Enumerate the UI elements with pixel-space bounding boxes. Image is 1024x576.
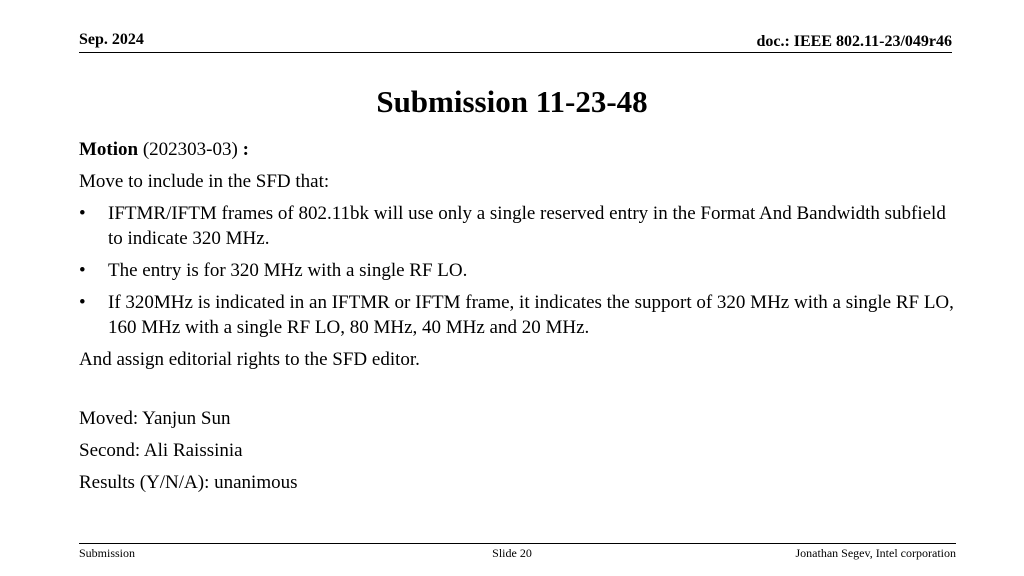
- list-item: [79, 290, 959, 340]
- vote-results: Results (Y/N/A): unanimous: [79, 472, 298, 493]
- header-divider: [79, 52, 952, 53]
- footer-divider: [79, 543, 956, 544]
- motion-label: Motion: [79, 139, 139, 160]
- motion-heading: [79, 137, 959, 162]
- bullet-icon: •: [79, 203, 86, 224]
- slide-content: [79, 137, 959, 502]
- motion-colon: :: [242, 139, 249, 160]
- list-item: [79, 258, 959, 283]
- motion-closing: And assign editorial rights to the SFD editor.: [79, 349, 420, 370]
- seconded-by: Second: Ali Raissinia: [79, 440, 243, 461]
- footer-slide-number: Slide 20: [492, 546, 532, 560]
- slide-title: Submission 11-23-48: [376, 84, 648, 119]
- motion-bullet-list: [79, 201, 959, 340]
- footer-author: Jonathan Segev, Intel corporation: [795, 546, 956, 560]
- header-doc-id: doc.: IEEE 802.11-23/049r46: [756, 33, 952, 50]
- motion-intro: Move to include in the SFD that:: [79, 171, 330, 192]
- bullet-text: IFTMR/IFTM frames of 802.11bk will use only a single reserved entry in the Format And Bandwidth subfield to indicate 320 MHz.: [108, 203, 946, 249]
- bullet-icon: •: [79, 260, 86, 281]
- header-date: Sep. 2024: [79, 31, 144, 48]
- spacer: [79, 379, 959, 406]
- bullet-icon: •: [79, 292, 86, 313]
- bullet-text: If 320MHz is indicated in an IFTMR or IFTM frame, it indicates the support of 320 MHz with a single RF LO, 160 MHz with a single RF LO, 80 MHz, 40 MHz and 20 MHz.: [108, 292, 954, 338]
- motion-id: (202303-03): [142, 139, 238, 160]
- bullet-text: The entry is for 320 MHz with a single RF LO.: [108, 260, 468, 281]
- footer-left: Submission: [79, 546, 136, 560]
- moved-by: Moved: Yanjun Sun: [79, 408, 231, 429]
- list-item: [79, 201, 959, 251]
